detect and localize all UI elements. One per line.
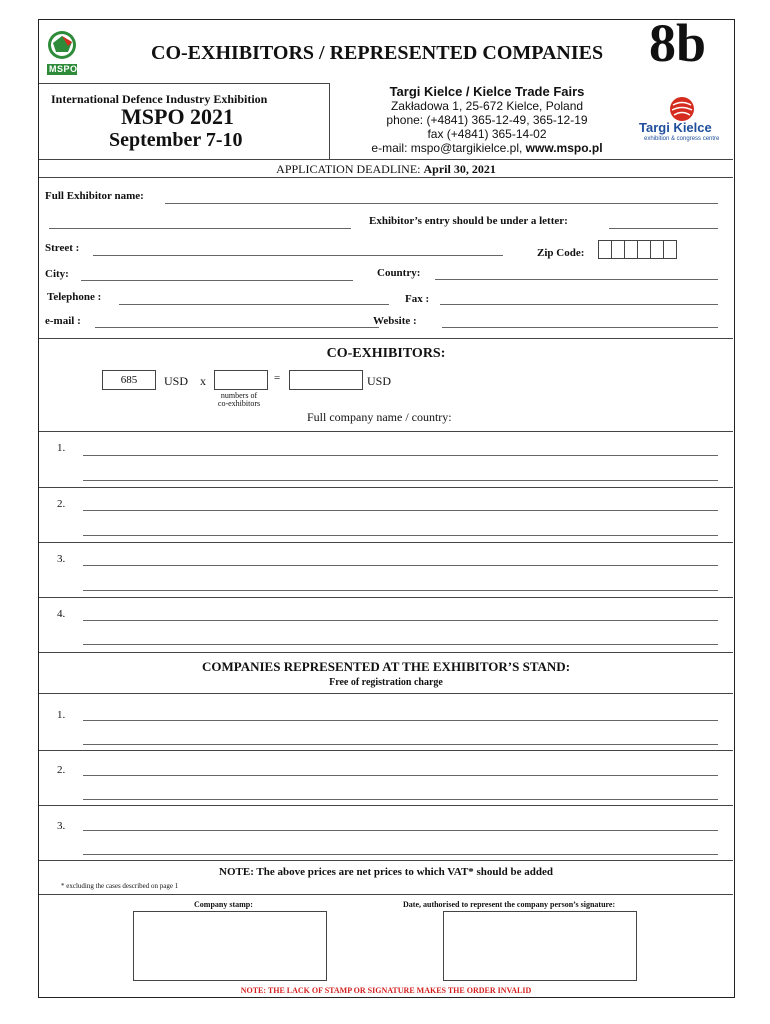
price-currency: USD: [164, 374, 189, 388]
co-exhibitor-field-cont[interactable]: [83, 535, 718, 536]
logo-text: MSPO: [49, 64, 78, 74]
fax-field[interactable]: [440, 304, 718, 305]
street-label: Street :: [45, 242, 80, 254]
co-exhibitor-field-cont[interactable]: [83, 590, 718, 591]
represented-field-cont[interactable]: [83, 799, 718, 800]
organizer-fax: fax (+4841) 365-14-02: [427, 127, 547, 141]
deadline-date: April 30, 2021: [423, 162, 496, 176]
vat-footnote: * excluding the cases described on page 1: [61, 882, 179, 890]
organizer-email[interactable]: e-mail: mspo@targikielce.pl,: [371, 141, 526, 155]
co-exhibitor-field[interactable]: [83, 510, 718, 511]
represented-field[interactable]: [83, 720, 718, 721]
co-exhibitor-field[interactable]: [83, 620, 718, 621]
form-title: CO-EXHIBITORS / REPRESENTED COMPANIES: [151, 42, 604, 64]
country-label: Country:: [377, 267, 421, 279]
represented-field-cont[interactable]: [83, 854, 718, 855]
organizer-address: Zakładowa 1, 25-672 Kielce, Poland: [390, 99, 584, 113]
represented-field-cont[interactable]: [83, 744, 718, 745]
full-name-label: Full Exhibitor name:: [45, 190, 144, 202]
price-box: [102, 370, 156, 390]
organizer-contact: [347, 141, 627, 155]
organizer-website[interactable]: www.mspo.pl: [525, 141, 603, 155]
co-exhibitor-row-number: 4.: [57, 608, 66, 620]
co-exhibitor-field-cont[interactable]: [83, 480, 718, 481]
zip-code-field[interactable]: [598, 240, 677, 259]
total-field[interactable]: [289, 370, 363, 390]
exhibition-name: MSPO 2021: [121, 104, 235, 129]
co-exhibitor-field-cont[interactable]: [83, 644, 718, 645]
website-field[interactable]: [442, 327, 718, 328]
organizer-phone: phone: (+4841) 365-12-49, 365-12-19: [386, 113, 588, 127]
full-name-field[interactable]: [165, 203, 718, 204]
times-sign: x: [200, 374, 206, 388]
targi-kielce-logo: [637, 96, 727, 146]
price-value: 685: [120, 374, 138, 386]
exhibition-dates: September 7-10: [109, 129, 243, 151]
deadline-label: APPLICATION DEADLINE:: [276, 162, 424, 176]
co-exhibitor-row-number: 1.: [57, 442, 66, 454]
country-field[interactable]: [435, 279, 718, 280]
co-exhibitor-row-number: 2.: [57, 498, 66, 510]
stamp-label: Company stamp:: [194, 900, 253, 909]
street-field[interactable]: [93, 255, 503, 256]
city-label: City:: [45, 268, 69, 280]
targi-kielce-ball-icon: [669, 96, 695, 122]
email-field[interactable]: [95, 327, 379, 328]
brand-tagline: exhibition & congress centre: [644, 136, 720, 142]
city-field[interactable]: [81, 280, 353, 281]
telephone-label: Telephone :: [47, 291, 102, 303]
form-page: [38, 13, 735, 998]
company-caption: Full company name / country:: [307, 410, 452, 424]
form-code: 8b: [649, 13, 707, 73]
deadline: [39, 162, 733, 177]
co-exhibitor-count-field[interactable]: [214, 370, 268, 390]
organizer-block: [347, 85, 627, 155]
co-exhibitor-row-number: 3.: [57, 553, 66, 565]
website-label: Website :: [373, 315, 417, 327]
fax-label: Fax :: [405, 293, 430, 305]
telephone-field[interactable]: [119, 304, 389, 305]
co-exhibitor-field[interactable]: [83, 565, 718, 566]
represented-heading: COMPANIES REPRESENTED AT THE EXHIBITOR’S STAND:: [201, 659, 571, 674]
represented-field[interactable]: [83, 830, 718, 831]
mspo-logo: [43, 28, 83, 78]
equals-sign: =: [274, 372, 281, 384]
total-currency: USD: [367, 374, 392, 388]
vat-note: NOTE: The above prices are net prices to which VAT* should be added: [219, 866, 553, 878]
email-label: e-mail :: [45, 315, 81, 327]
entry-letter-label: Exhibitor’s entry should be under a letter:: [369, 215, 568, 227]
represented-subheading: Free of registration charge: [329, 677, 443, 688]
co-exhibitor-field[interactable]: [83, 455, 718, 456]
brand-name: Targi Kielce: [639, 120, 712, 135]
invalid-order-warning: NOTE: THE LACK OF STAMP OR SIGNATURE MAKES THE ORDER INVALID: [240, 986, 532, 995]
represented-field[interactable]: [83, 775, 718, 776]
organizer-name: Targi Kielce / Kielce Trade Fairs: [389, 84, 585, 99]
signature-box[interactable]: [443, 911, 637, 981]
entry-letter-field[interactable]: [609, 228, 718, 229]
signature-label: Date, authorised to represent the company person’s signature:: [403, 900, 616, 909]
co-exhibitors-heading: CO-EXHIBITORS:: [326, 346, 446, 361]
full-name-field-cont[interactable]: [49, 228, 351, 229]
zip-label: Zip Code:: [537, 247, 585, 259]
company-stamp-box[interactable]: [133, 911, 327, 981]
represented-row-number: 3.: [57, 820, 66, 832]
represented-row-number: 2.: [57, 764, 66, 776]
represented-row-number: 1.: [57, 709, 66, 721]
count-caption: numbers of co-exhibitors: [217, 391, 261, 408]
exhibition-type: International Defence Industry Exhibition: [51, 92, 268, 106]
